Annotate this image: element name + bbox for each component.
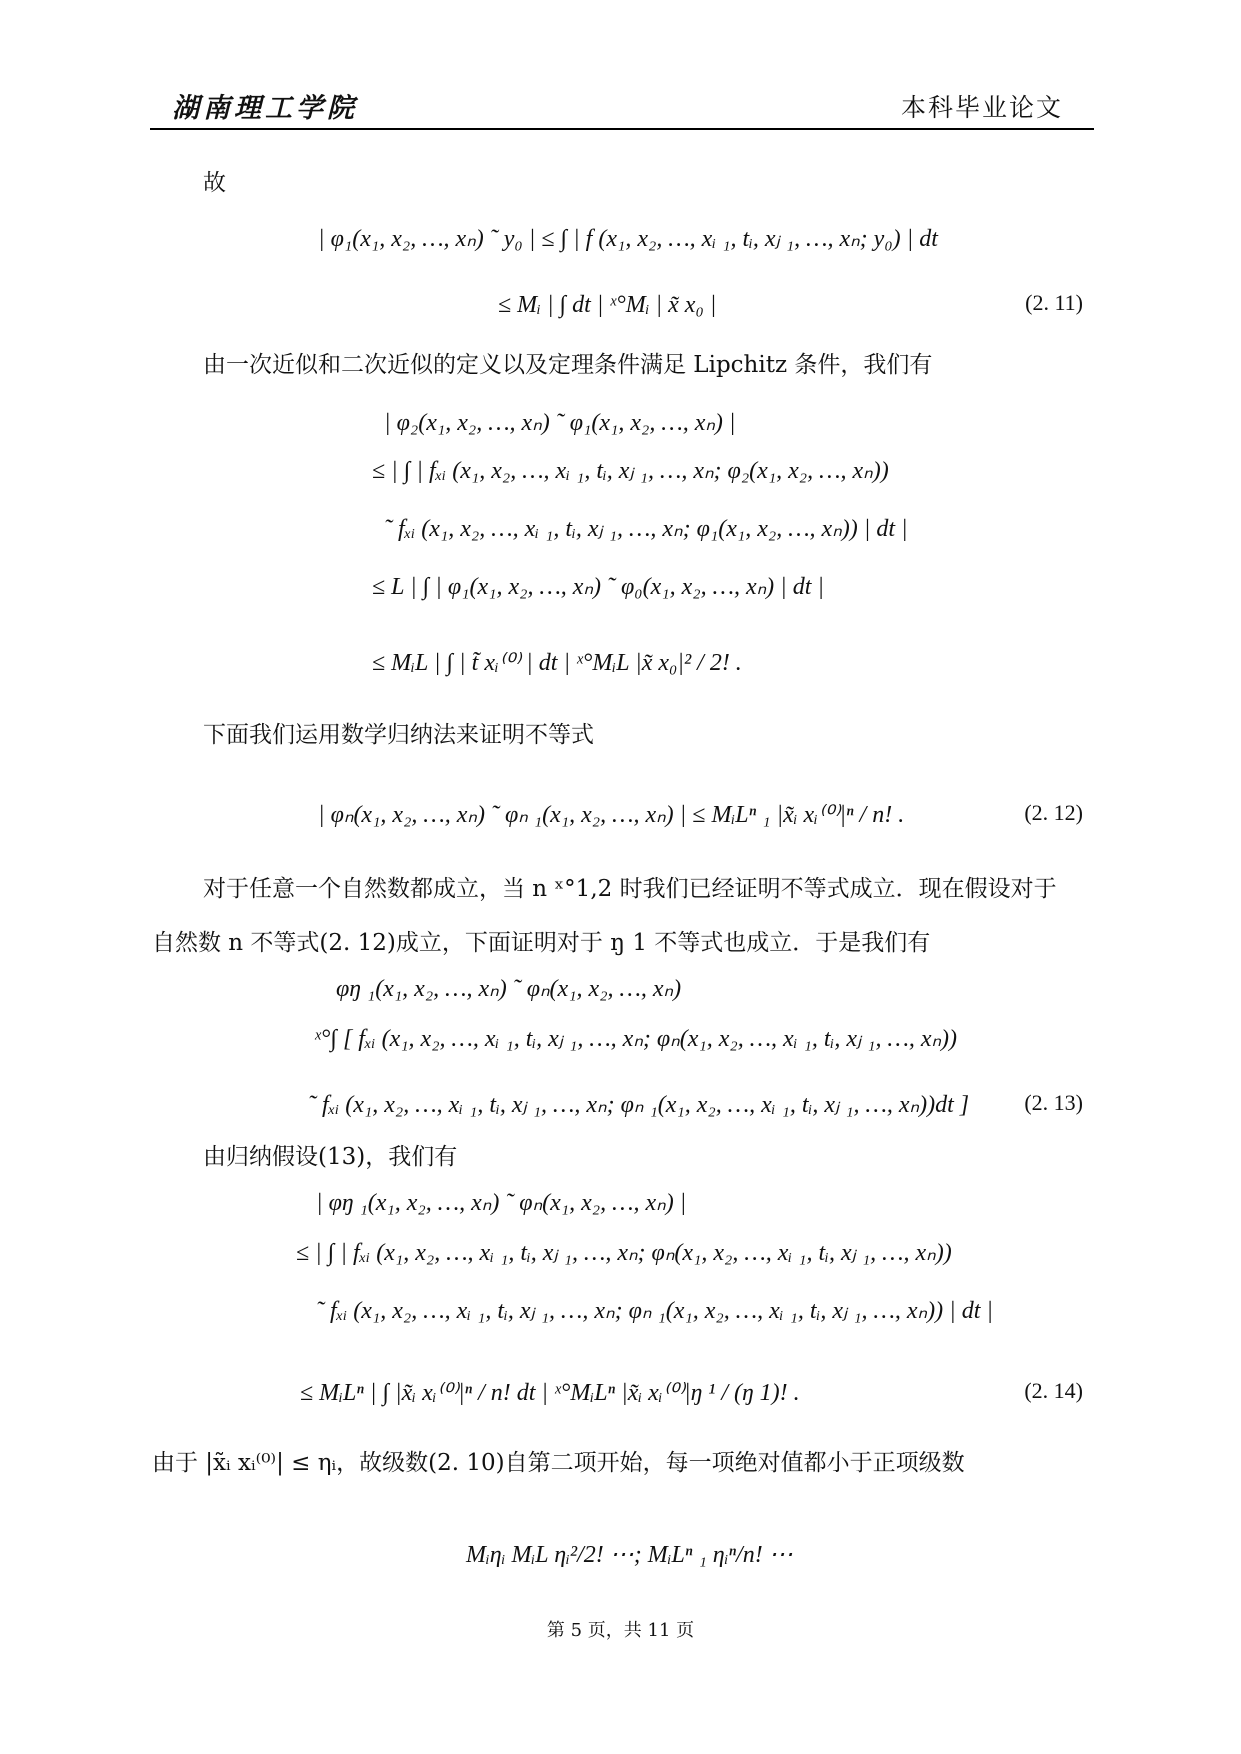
paragraph-any-natural: 对于任意一个自然数都成立，当 n ˣ°1,2 时我们已经证明不等式成立．现在假设对于 [203,876,1057,902]
block-2-line-2: ≤ | ∫ | fₓᵢ (x₁, x₂, …, xᵢ ₁, tᵢ, xⱼ ₁, …, xₙ; φ₂(x₁, x₂, …, xₙ)) [372,458,889,484]
block-3-line-3: ˜ fₓᵢ (x₁, x₂, …, xᵢ ₁, tᵢ, xⱼ ₁, …, xₙ; φₙ ₁(x₁, x₂, …, xᵢ ₁, tᵢ, xⱼ ₁, …, xₙ))dt ] [308,1092,970,1118]
block-4-line-4: ≤ MᵢLⁿ | ∫ |x̃ᵢ xᵢ⁽⁰⁾|ⁿ / n! dt | ˣ°MᵢLⁿ |x̃ᵢ xᵢ⁽⁰⁾|ŋ ¹ / (ŋ 1)! . [300,1380,800,1406]
block-2-line-1: | φ₂(x₁, x₂, …, xₙ) ˜ φ₁(x₁, x₂, …, xₙ) | [384,410,736,436]
page-footer: 第 5 页，共 11 页 [546,1620,695,1641]
eq-number-2-14: (2. 14) [1024,1378,1083,1403]
block-2-line-3: ˜ fₓᵢ (x₁, x₂, …, xᵢ ₁, tᵢ, xⱼ ₁, …, xₙ; φ₁(x₁, x₂, …, xₙ)) | dt | [384,516,908,542]
block-4-line-2: ≤ | ∫ | fₓᵢ (x₁, x₂, …, xᵢ ₁, tᵢ, xⱼ ₁, …, xₙ; φₙ(x₁, x₂, …, xᵢ ₁, tᵢ, xⱼ ₁, …, xₙ)) [296,1240,952,1266]
paragraph-since: 由于 |x̃ᵢ xᵢ⁽⁰⁾| ≤ ηᵢ，故级数(2. 10)自第二项开始，每一项绝对值都小于正项级数 [152,1450,965,1476]
eq-2-11-line-2: ≤ Mᵢ | ∫ dt | ˣ°Mᵢ | x̃ x₀ | [498,292,717,318]
eq-number-2-13: (2. 13) [1024,1090,1083,1115]
block-3-line-2: ˣ°∫ [ fₓᵢ (x₁, x₂, …, xᵢ ₁, tᵢ, xⱼ ₁, …, xₙ; φₙ(x₁, x₂, …, xᵢ ₁, tᵢ, xⱼ ₁, …, xₙ)) [314,1026,958,1052]
block-3-line-1: φŋ ₁(x₁, x₂, …, xₙ) ˜ φₙ(x₁, x₂, …, xₙ) [336,976,682,1002]
text-gu: 故 [203,170,226,196]
block-4-line-1: | φŋ ₁(x₁, x₂, …, xₙ) ˜ φₙ(x₁, x₂, …, xₙ) | [316,1190,687,1216]
paragraph-natural-n: 自然数 n 不等式(2. 12)成立，下面证明对于 ŋ 1 不等式也成立．于是我们有 [152,930,931,956]
paragraph-hypothesis: 由归纳假设(13)，我们有 [203,1144,458,1170]
block-2-line-4: ≤ L | ∫ | φ₁(x₁, x₂, …, xₙ) ˜ φ₀(x₁, x₂, …, xₙ) | dt | [372,574,825,600]
header-institution: 湖南理工学院 [172,93,358,124]
series-expression: Mᵢηᵢ MᵢL ηᵢ²/2! ⋯; MᵢLⁿ ₁ ηᵢⁿ/n! ⋯ [466,1542,793,1568]
header-doc-type: 本科毕业论文 [900,93,1063,122]
eq-number-2-12: (2. 12) [1024,800,1083,825]
eq-2-11-line-1: | φ₁(x₁, x₂, …, xₙ) ˜ y₀ | ≤ ∫ | f (x₁, x₂, …, xᵢ ₁, tᵢ, xⱼ ₁, …, xₙ; y₀) | dt [318,226,938,252]
eq-2-12: | φₙ(x₁, x₂, …, xₙ) ˜ φₙ ₁(x₁, x₂, …, xₙ) | ≤ MᵢLⁿ ₁ |x̃ᵢ xᵢ⁽⁰⁾|ⁿ / n! . [318,802,905,828]
header-rule [150,128,1094,130]
block-4-line-3: ˜ fₓᵢ (x₁, x₂, …, xᵢ ₁, tᵢ, xⱼ ₁, …, xₙ; φₙ ₁(x₁, x₂, …, xᵢ ₁, tᵢ, xⱼ ₁, …, xₙ)) | dt | [316,1298,993,1324]
paragraph-induction: 下面我们运用数学归纳法来证明不等式 [203,722,594,748]
paragraph-lipchitz: 由一次近似和二次近似的定义以及定理条件满足 Lipchitz 条件，我们有 [203,352,933,378]
eq-number-2-11: (2. 11) [1025,290,1083,315]
block-2-line-5: ≤ MᵢL | ∫ | t̃ xᵢ⁽⁰⁾ | dt | ˣ°MᵢL |x̃ x₀|² / 2! . [372,650,742,676]
